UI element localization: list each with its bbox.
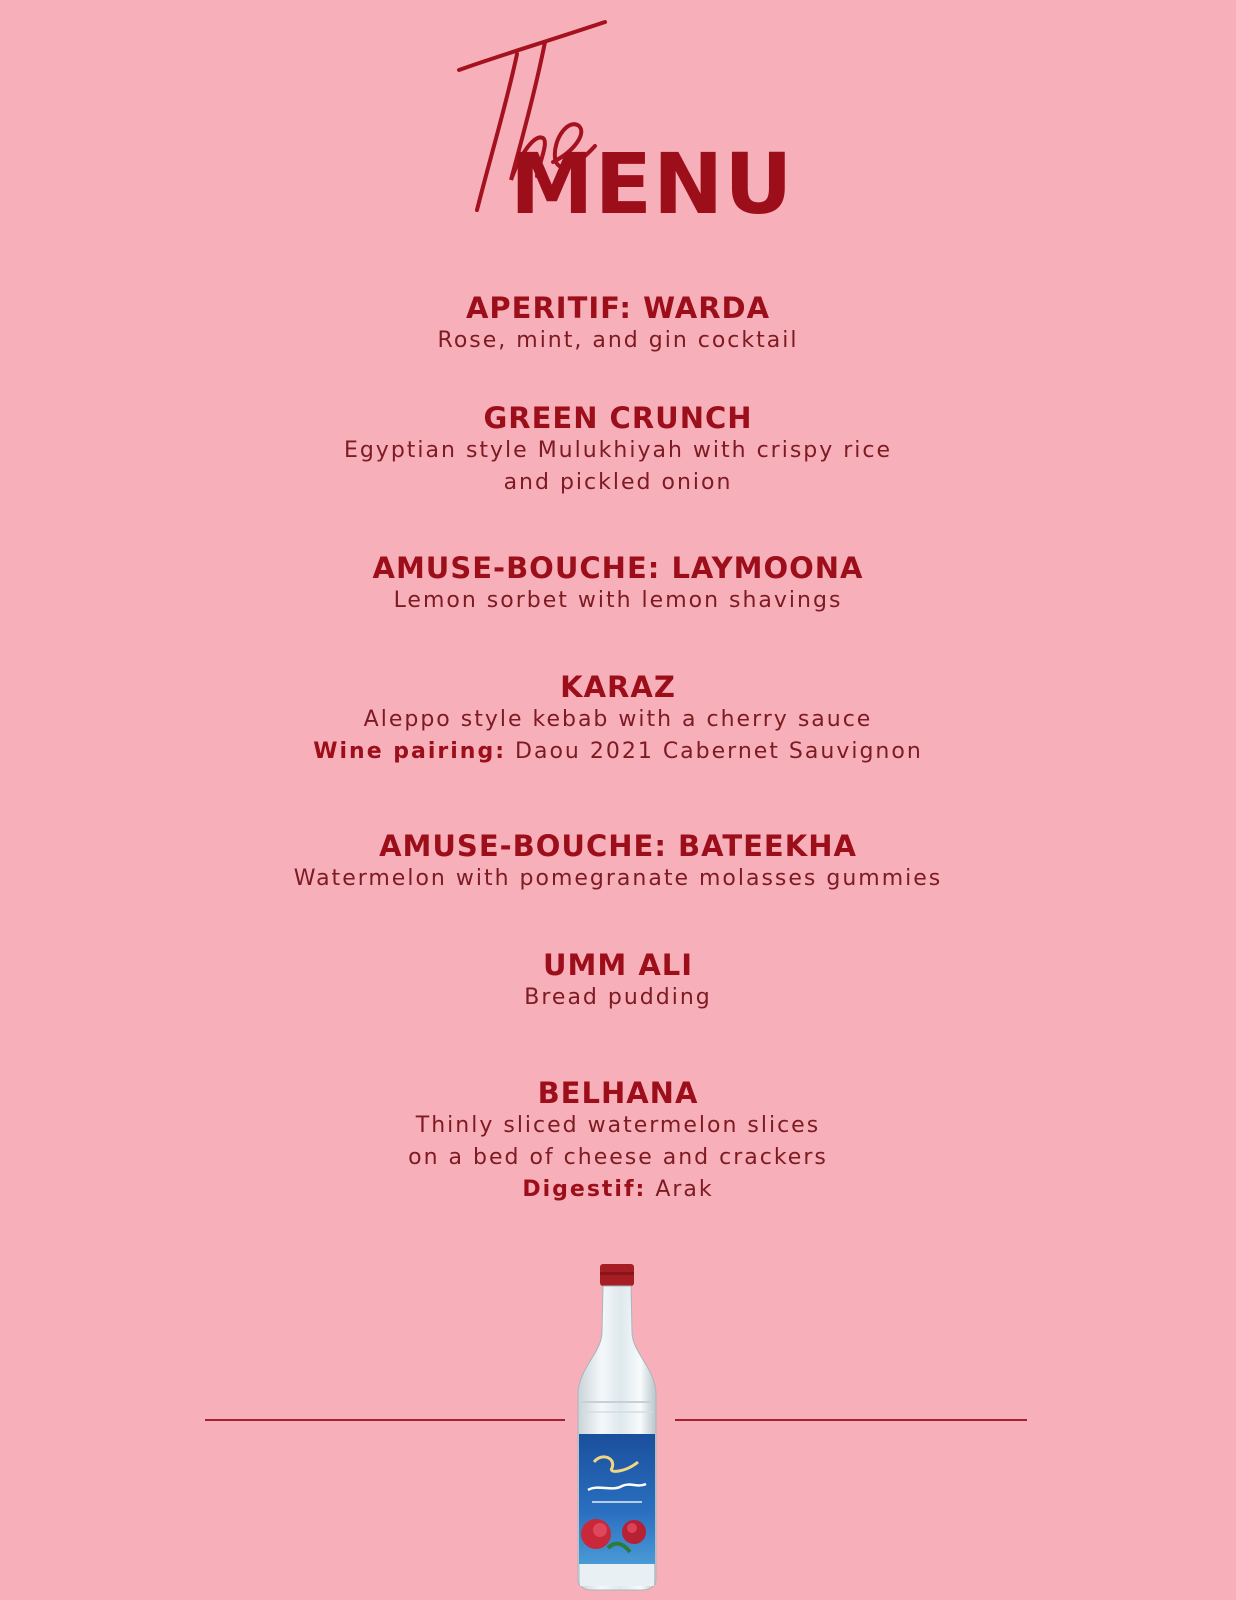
item-description: and pickled onion xyxy=(503,470,733,495)
menu-header xyxy=(0,0,1236,250)
item-description: Lemon sorbet with lemon shavings xyxy=(393,588,843,613)
item-description: Thinly sliced watermelon slices xyxy=(415,1113,821,1138)
divider-left xyxy=(205,1419,565,1421)
item-title: KARAZ xyxy=(560,670,676,704)
item-title: APERITIF: WARDA xyxy=(465,291,771,325)
divider-right xyxy=(675,1419,1027,1421)
menu-item-karaz xyxy=(0,670,1236,768)
item-title: BELHANA xyxy=(537,1076,699,1110)
pairing-value: Daou 2021 Cabernet Sauvignon xyxy=(506,739,923,764)
item-description: Rose, mint, and gin cocktail xyxy=(437,328,799,353)
menu-item-bateekha xyxy=(0,829,1236,895)
item-title: AMUSE-BOUCHE: LAYMOONA xyxy=(372,551,864,585)
digestif-value: Arak xyxy=(646,1177,714,1202)
menu-item-laymoona xyxy=(0,551,1236,617)
item-title: AMUSE-BOUCHE: BATEEKHA xyxy=(379,829,857,863)
menu-item-belhana xyxy=(0,1076,1236,1206)
wine-pairing xyxy=(0,736,1236,768)
item-title: GREEN CRUNCH xyxy=(483,401,753,435)
digestif-label: Digestif: xyxy=(522,1177,647,1202)
rose-water-bottle-image xyxy=(572,1262,662,1592)
menu-title: MENU xyxy=(510,135,794,233)
item-description: Aleppo style kebab with a cherry sauce xyxy=(363,707,873,732)
item-title: UMM ALI xyxy=(542,948,694,982)
digestif xyxy=(0,1174,1236,1206)
item-description: Bread pudding xyxy=(524,985,712,1010)
menu-item-warda xyxy=(0,291,1236,357)
item-description: on a bed of cheese and crackers xyxy=(408,1145,828,1170)
menu-item-umm-ali xyxy=(0,948,1236,1014)
menu-item-green-crunch xyxy=(0,401,1236,499)
item-description: Egyptian style Mulukhiyah with crispy rice xyxy=(343,438,893,463)
item-description: Watermelon with pomegranate molasses gummies xyxy=(293,866,943,891)
pairing-label: Wine pairing: xyxy=(313,739,507,764)
